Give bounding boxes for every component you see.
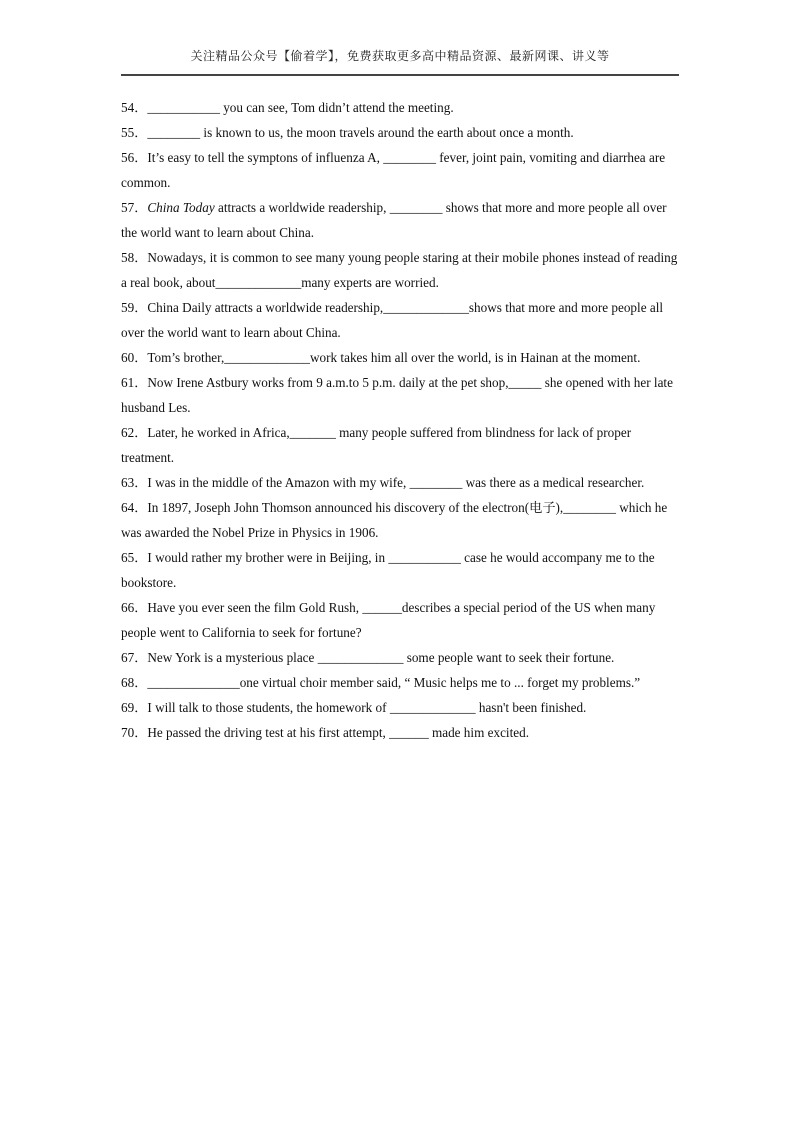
question-text: Nowadays, it is common to see many young people staring at their mobile phones instead of reading a real book, about_____________many experts are worried. xyxy=(121,250,678,290)
question-number: 62． xyxy=(121,425,148,440)
question-number: 69． xyxy=(121,700,148,715)
question-text: Have you ever seen the film Gold Rush, ______describes a special period of the US when many people went to California to seek for fortune? xyxy=(121,600,656,640)
question-text: ___________ you can see, Tom didn’t attend the meeting. xyxy=(147,100,454,115)
question-66 xyxy=(121,595,681,645)
question-text: Now Irene Astbury works from 9 a.m.to 5 p.m. daily at the pet shop,_____ she opened with her late husband Les. xyxy=(121,375,673,415)
question-68 xyxy=(121,670,681,695)
question-list xyxy=(121,95,681,745)
question-text: ______________one virtual choir member said, “ Music helps me to ... forget my problems.” xyxy=(147,675,641,690)
question-57 xyxy=(121,195,681,245)
header-text: 关注精品公众号【偷着学】，免费获取更多高中精品资源、最新网课、讲义等 xyxy=(190,49,610,63)
question-text: It’s easy to tell the symptons of influenza A, ________ fever, joint pain, vomiting and diarrhea are common. xyxy=(121,150,666,190)
question-number: 59． xyxy=(121,300,148,315)
question-number: 67． xyxy=(121,650,148,665)
question-63 xyxy=(121,470,681,495)
question-number: 60． xyxy=(121,350,148,365)
question-number: 54． xyxy=(121,100,148,115)
question-text: I was in the middle of the Amazon with my wife, ________ was there as a medical researcher. xyxy=(147,475,645,490)
question-number: 61． xyxy=(121,375,148,390)
question-number: 70． xyxy=(121,725,148,740)
question-60 xyxy=(121,345,681,370)
question-number: 64． xyxy=(121,500,148,515)
question-54 xyxy=(121,95,681,120)
header-divider xyxy=(121,74,679,76)
question-text: I will talk to those students, the homework of _____________ hasn't been finished. xyxy=(147,700,587,715)
question-55 xyxy=(121,120,681,145)
question-text: I would rather my brother were in Beijing, in ___________ case he would accompany me to the bookstore. xyxy=(121,550,655,590)
question-56 xyxy=(121,145,681,195)
question-number: 56． xyxy=(121,150,148,165)
question-text: ________ is known to us, the moon travels around the earth about once a month. xyxy=(147,125,574,140)
question-text: Later, he worked in Africa,_______ many people suffered from blindness for lack of proper treatment. xyxy=(121,425,632,465)
question-number: 66． xyxy=(121,600,148,615)
question-59 xyxy=(121,295,681,345)
publication-title: China Today xyxy=(147,200,215,215)
question-number: 63． xyxy=(121,475,148,490)
question-number: 65． xyxy=(121,550,148,565)
question-67 xyxy=(121,645,681,670)
page-header xyxy=(0,47,800,64)
question-number: 58． xyxy=(121,250,148,265)
question-text: China Daily attracts a worldwide readership,_____________shows that more and more people all over the world want to learn about China. xyxy=(121,300,664,340)
question-text: attracts a worldwide readership, ________ shows that more and more people all over the world want to learn about China. xyxy=(121,200,667,240)
question-65 xyxy=(121,545,681,595)
question-64 xyxy=(121,495,681,545)
question-58 xyxy=(121,245,681,295)
question-text: New York is a mysterious place _____________ some people want to seek their fortune. xyxy=(147,650,615,665)
question-62 xyxy=(121,420,681,470)
question-number: 55． xyxy=(121,125,148,140)
question-text: Tom’s brother,_____________work takes him all over the world, is in Hainan at the moment. xyxy=(147,350,641,365)
question-70 xyxy=(121,720,681,745)
question-number: 68． xyxy=(121,675,148,690)
question-text: He passed the driving test at his first attempt, ______ made him excited. xyxy=(147,725,529,740)
question-61 xyxy=(121,370,681,420)
question-text: In 1897, Joseph John Thomson announced his discovery of the electron(电子),________ which he was awarded the Nobel Prize in Physics in 1906. xyxy=(121,500,668,540)
question-69 xyxy=(121,695,681,720)
question-number: 57． xyxy=(121,200,148,215)
